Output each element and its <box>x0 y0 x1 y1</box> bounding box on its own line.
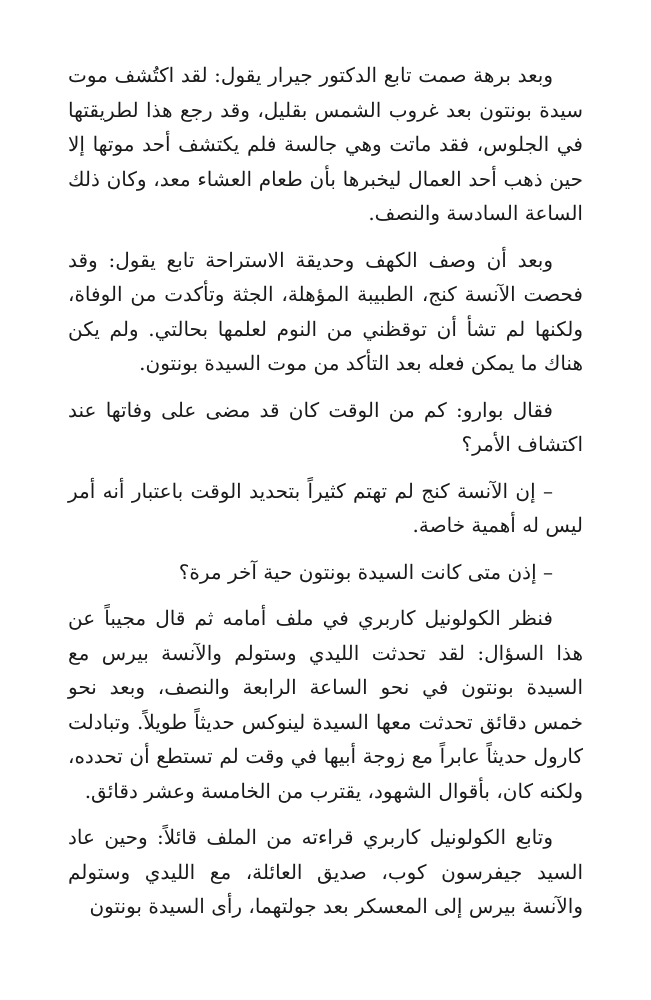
paragraph-dialogue-question: – إذن متى كانت السيدة بونتون حية آخر مرة؟ <box>178 559 553 584</box>
paragraph-colonel-carbury-file: فنظر الكولونيل كاربري في ملف أمامه ثم قال مجيباً عن هذا السؤال: لقد تحدثت الليدي وستولم والآنسة بيرس مع السيدة بونتون في نحو الساعة الرابعة والنصف، وبعد نحو خمس دقائق تحدثت معها السيدة لينوكس حديثاً طويلاً. وتبادلت كارول حديثاً عابراً مع زوجة أبيها في وقت لم تستطع أن تحدده، ولكنه كان، بأقوال الشهود، يقترب من الخامسة وعشر دقائق. <box>68 606 583 803</box>
paragraph-doctor-gerard-discovery: وبعد برهة صمت تابع الدكتور جيرار يقول: لقد اكتُشف موت سيدة بونتون بعد غروب الشمس بقليل، وقد رجع هذا لطريقتها في الجلوس، فقد ماتت وهي جالسة فلم يكتشف أحد موتها إلا حين ذهب أحد العمال ليخبرها بأن طعام العشاء معد، وكان ذلك الساعة السادسة والنصف. <box>68 63 583 225</box>
book-page-body <box>68 58 583 936</box>
paragraph-dialogue-reply: – إن الآنسة كنج لم تهتم كثيراً بتحديد الوقت باعتبار أنه أمر ليس له أهمية خاصة. <box>68 478 583 537</box>
paragraph-poirot-question: فقال بوارو: كم من الوقت كان قد مضى على وفاتها عند اكتشاف الأمر؟ <box>68 397 583 456</box>
paragraph-miss-king-examination: وبعد أن وصف الكهف وحديقة الاستراحة تابع يقول: وقد فحصت الآنسة كنج، الطبيبة المؤهلة، الجثة وتأكدت من الوفاة، ولكنها لم تشأ أن توقظني من النوم لعلمها بحالتي. ولم يكن هناك ما يمكن فعله بعد التأكد من موت السيدة بونتون. <box>68 247 583 375</box>
paragraph-colonel-carbury-continues: وتابع الكولونيل كاربري قراءته من الملف قائلاً: وحين عاد السيد جيفرسون كوب، صديق العائلة، مع الليدي وستولم والآنسة بيرس إلى المعسكر بعد جولتهما، رأى السيدة بونتون <box>68 825 583 918</box>
